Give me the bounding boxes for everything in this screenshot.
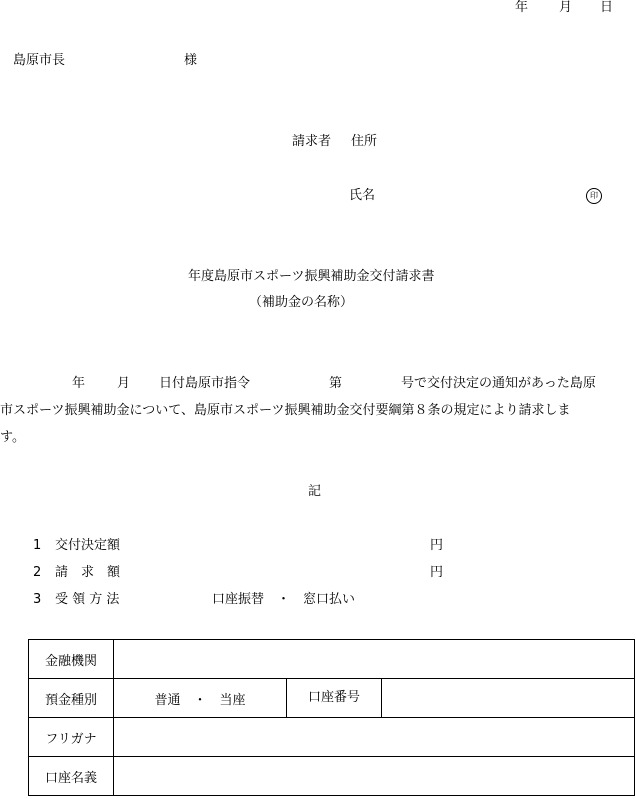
- bank-info-table: [28, 639, 635, 796]
- body-line1-rest: 号で交付決定の通知があった島原: [401, 376, 596, 391]
- table-row: [29, 679, 635, 718]
- deposit-options[interactable]: 普通 ・ 当座: [154, 692, 246, 708]
- furigana-label: フリガナ: [29, 718, 114, 757]
- account-name-label: 口座名義: [29, 757, 114, 796]
- item-3-value: 口座振替 ・ 窓口払い: [212, 592, 356, 607]
- body-month: 月: [117, 376, 131, 391]
- deposit-type-label: 預金種別: [29, 679, 114, 718]
- ki-heading: 記: [308, 484, 322, 499]
- addressee-honorific: 様: [184, 53, 198, 68]
- table-row: [29, 757, 635, 796]
- table-row: [29, 718, 635, 757]
- claimant-label: 請求者: [292, 134, 332, 149]
- item-2-unit: 円: [430, 565, 444, 580]
- institution-field[interactable]: [114, 640, 635, 679]
- item-2-label: 請 求 額: [55, 565, 121, 580]
- item-3-label: 受 領 方 法: [55, 592, 120, 607]
- item-1-number: 1: [33, 538, 42, 553]
- body-dai: 第: [329, 376, 343, 391]
- item-1-label: 交付決定額: [55, 538, 121, 553]
- date-month-label: 月: [559, 0, 573, 15]
- item-2-number: 2: [33, 565, 42, 580]
- seal-mark: 印: [586, 188, 602, 204]
- account-number-field[interactable]: [382, 679, 634, 717]
- body-line3: す。: [0, 430, 25, 445]
- item-3-number: 3: [33, 592, 42, 607]
- account-name-field[interactable]: [114, 757, 635, 796]
- furigana-field[interactable]: [114, 718, 635, 757]
- item-1-unit: 円: [430, 538, 444, 553]
- table-row: [29, 640, 635, 679]
- body-line2: 市スポーツ振興補助金について、島原市スポーツ振興補助金交付要綱第８条の規定により請求しま: [0, 403, 571, 418]
- date-day-label: 日: [600, 0, 614, 15]
- addressee-name: 島原市長: [13, 53, 66, 68]
- claimant-address-label: 住所: [351, 134, 378, 149]
- document-subtitle: （補助金の名称）: [249, 295, 354, 310]
- body-year: 年: [72, 376, 86, 391]
- account-number-label: 口座番号: [286, 679, 382, 717]
- document-title: 年度島原市スポーツ振興補助金交付請求書: [188, 269, 435, 284]
- body-day-directive: 日付島原市指令: [159, 376, 251, 391]
- deposit-type-row: [114, 679, 635, 718]
- institution-label: 金融機関: [29, 640, 114, 679]
- claimant-name-label: 氏名: [349, 188, 376, 203]
- date-year-label: 年: [515, 0, 529, 15]
